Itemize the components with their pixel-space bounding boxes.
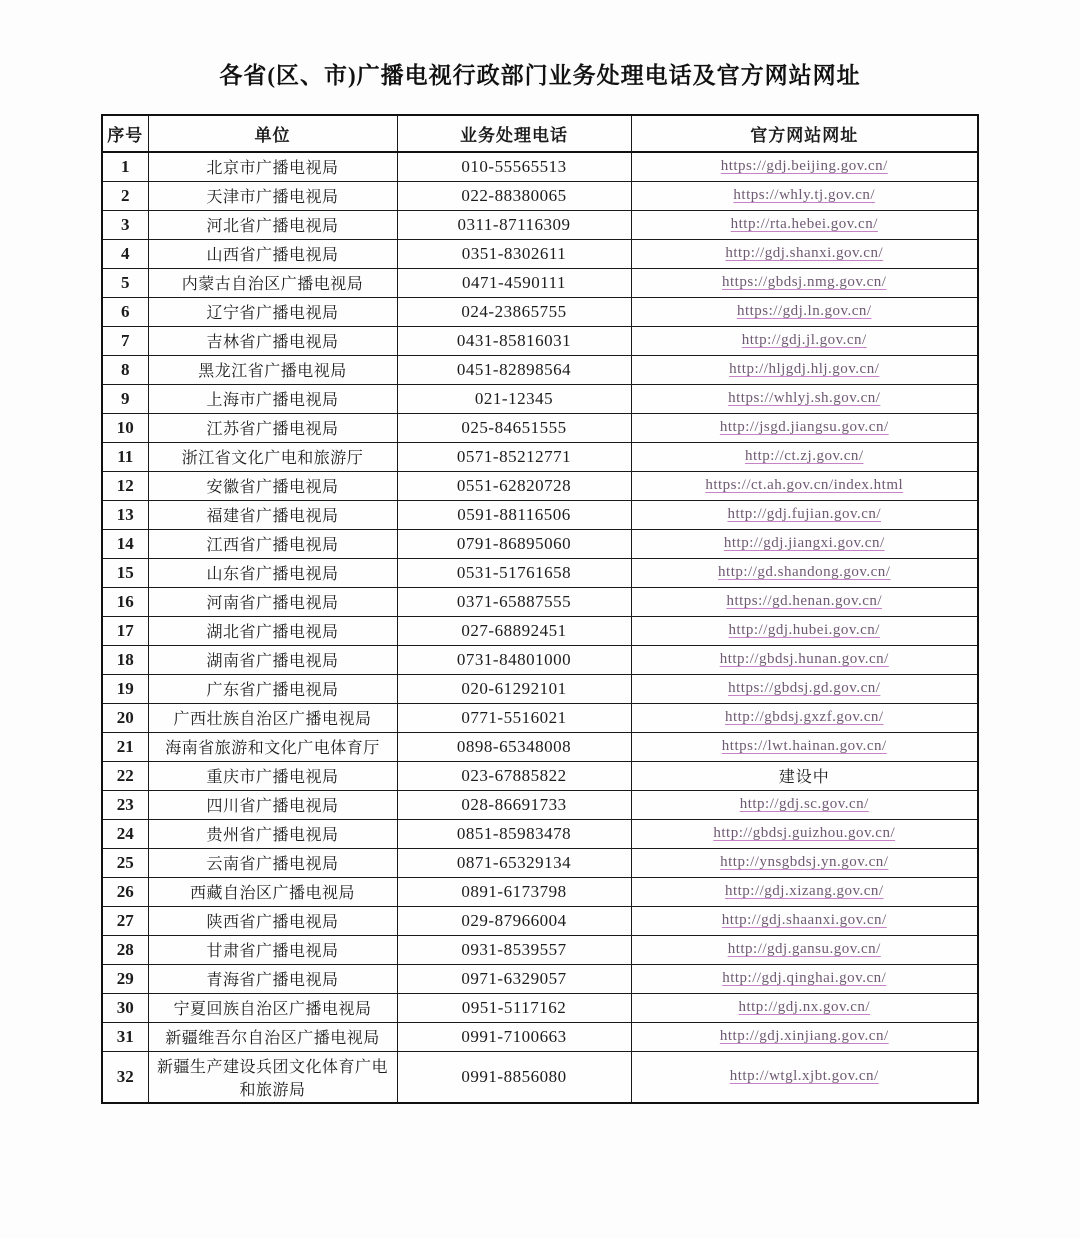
no-cell: 3: [102, 210, 148, 239]
unit-cell: 云南省广播电视局: [148, 848, 397, 877]
no-cell: 17: [102, 616, 148, 645]
no-cell: 7: [102, 326, 148, 355]
table-body: [102, 152, 978, 1103]
website-link[interactable]: http://gbdsj.hunan.gov.cn/: [719, 651, 889, 667]
unit-cell: 山东省广播电视局: [148, 558, 397, 587]
phone-cell: 027-68892451: [397, 616, 631, 645]
no-cell: 9: [102, 384, 148, 413]
website-link[interactable]: https://whlyj.sh.gov.cn/: [728, 390, 881, 406]
phone-cell: 024-23865755: [397, 297, 631, 326]
unit-cell: 河南省广播电视局: [148, 587, 397, 616]
no-cell: 19: [102, 674, 148, 703]
table-row: [102, 297, 978, 326]
no-cell: 21: [102, 732, 148, 761]
phone-cell: 010-55565513: [397, 152, 631, 181]
contacts-table: [101, 114, 979, 1104]
website-link[interactable]: http://wtgl.xjbt.gov.cn/: [729, 1068, 879, 1084]
website-link[interactable]: https://lwt.hainan.gov.cn/: [721, 738, 887, 754]
website-cell: [631, 674, 978, 703]
no-cell: 20: [102, 703, 148, 732]
website-link[interactable]: http://gbdsj.gxzf.gov.cn/: [724, 709, 884, 725]
no-cell: 10: [102, 413, 148, 442]
website-cell: [631, 558, 978, 587]
website-link[interactable]: https://gd.henan.gov.cn/: [726, 593, 883, 609]
website-cell: [631, 819, 978, 848]
website-link[interactable]: http://gdj.qinghai.gov.cn/: [722, 970, 887, 986]
table-row: [102, 935, 978, 964]
website-cell: [631, 384, 978, 413]
table-row: [102, 326, 978, 355]
no-cell: 28: [102, 935, 148, 964]
phone-cell: 025-84651555: [397, 413, 631, 442]
no-cell: 27: [102, 906, 148, 935]
unit-cell: 福建省广播电视局: [148, 500, 397, 529]
website-cell: [631, 906, 978, 935]
website-cell: [631, 616, 978, 645]
website-status: 建设中: [778, 769, 830, 786]
website-cell: [631, 645, 978, 674]
website-link[interactable]: http://gdj.jl.gov.cn/: [741, 332, 867, 348]
table-row: [102, 1051, 978, 1103]
website-cell: [631, 471, 978, 500]
website-cell: [631, 297, 978, 326]
no-cell: 8: [102, 355, 148, 384]
no-cell: 18: [102, 645, 148, 674]
no-cell: 6: [102, 297, 148, 326]
website-cell: [631, 1022, 978, 1051]
unit-cell: 陕西省广播电视局: [148, 906, 397, 935]
unit-cell: 天津市广播电视局: [148, 181, 397, 210]
phone-cell: 0551-62820728: [397, 471, 631, 500]
table-row: [102, 587, 978, 616]
website-link[interactable]: https://gbdsj.nmg.gov.cn/: [722, 274, 887, 290]
website-link[interactable]: https://ct.ah.gov.cn/index.html: [705, 477, 904, 493]
phone-cell: 0771-5516021: [397, 703, 631, 732]
phone-cell: 0951-5117162: [397, 993, 631, 1022]
phone-cell: 0791-86895060: [397, 529, 631, 558]
website-link[interactable]: http://ct.zj.gov.cn/: [744, 448, 864, 464]
phone-cell: 0531-51761658: [397, 558, 631, 587]
website-link[interactable]: http://gdj.gansu.gov.cn/: [727, 941, 881, 957]
no-cell: 15: [102, 558, 148, 587]
no-cell: 25: [102, 848, 148, 877]
no-cell: 14: [102, 529, 148, 558]
no-cell: 24: [102, 819, 148, 848]
table-row: [102, 442, 978, 471]
no-cell: 2: [102, 181, 148, 210]
unit-cell: 重庆市广播电视局: [148, 761, 397, 790]
table-row: [102, 790, 978, 819]
website-cell: [631, 239, 978, 268]
website-cell: [631, 1051, 978, 1103]
website-link[interactable]: http://gdj.hubei.gov.cn/: [728, 622, 880, 638]
website-link[interactable]: http://gdj.sc.gov.cn/: [739, 796, 869, 812]
website-cell: [631, 790, 978, 819]
table-row: [102, 355, 978, 384]
table-row: [102, 413, 978, 442]
phone-cell: 0971-6329057: [397, 964, 631, 993]
phone-cell: 0731-84801000: [397, 645, 631, 674]
no-cell: 1: [102, 152, 148, 181]
no-cell: 30: [102, 993, 148, 1022]
unit-cell: 辽宁省广播电视局: [148, 297, 397, 326]
website-cell: [631, 761, 978, 790]
website-cell: [631, 152, 978, 181]
phone-cell: 020-61292101: [397, 674, 631, 703]
phone-cell: 0451-82898564: [397, 355, 631, 384]
table-row: [102, 210, 978, 239]
unit-cell: 浙江省文化广电和旅游厅: [148, 442, 397, 471]
unit-cell: 广西壮族自治区广播电视局: [148, 703, 397, 732]
unit-cell: 山西省广播电视局: [148, 239, 397, 268]
no-cell: 11: [102, 442, 148, 471]
website-link[interactable]: http://gdj.fujian.gov.cn/: [727, 506, 882, 522]
website-cell: [631, 355, 978, 384]
website-link[interactable]: http://gbdsj.guizhou.gov.cn/: [713, 825, 896, 841]
table-row: [102, 993, 978, 1022]
unit-cell: 新疆生产建设兵团文化体育广电和旅游局: [148, 1051, 397, 1103]
no-cell: 23: [102, 790, 148, 819]
table-row: [102, 529, 978, 558]
phone-cell: 0931-8539557: [397, 935, 631, 964]
unit-cell: 北京市广播电视局: [148, 152, 397, 181]
phone-cell: 0471-4590111: [397, 268, 631, 297]
unit-cell: 湖北省广播电视局: [148, 616, 397, 645]
website-cell: [631, 413, 978, 442]
phone-cell: 0431-85816031: [397, 326, 631, 355]
unit-cell: 青海省广播电视局: [148, 964, 397, 993]
website-link[interactable]: http://gdj.xizang.gov.cn/: [724, 883, 884, 899]
unit-cell: 内蒙古自治区广播电视局: [148, 268, 397, 297]
unit-cell: 河北省广播电视局: [148, 210, 397, 239]
phone-cell: 023-67885822: [397, 761, 631, 790]
header-index: 序号: [102, 115, 148, 152]
phone-cell: 0371-65887555: [397, 587, 631, 616]
no-cell: 16: [102, 587, 148, 616]
no-cell: 12: [102, 471, 148, 500]
phone-cell: 0571-85212771: [397, 442, 631, 471]
website-cell: [631, 877, 978, 906]
unit-cell: 湖南省广播电视局: [148, 645, 397, 674]
table-row: [102, 848, 978, 877]
phone-cell: 022-88380065: [397, 181, 631, 210]
table-row: [102, 732, 978, 761]
website-cell: [631, 587, 978, 616]
no-cell: 32: [102, 1051, 148, 1103]
website-link[interactable]: http://gdj.nx.gov.cn/: [738, 999, 871, 1015]
website-cell: [631, 442, 978, 471]
table-row: [102, 1022, 978, 1051]
table-row: [102, 761, 978, 790]
phone-cell: 0871-65329134: [397, 848, 631, 877]
phone-cell: 021-12345: [397, 384, 631, 413]
website-link[interactable]: https://gdj.beijing.gov.cn/: [720, 158, 888, 175]
website-cell: [631, 181, 978, 210]
no-cell: 29: [102, 964, 148, 993]
table-header: [102, 115, 978, 152]
table-row: [102, 616, 978, 645]
table-row: [102, 152, 978, 181]
website-cell: [631, 964, 978, 993]
website-cell: [631, 935, 978, 964]
phone-cell: 0991-7100663: [397, 1022, 631, 1051]
unit-cell: 江西省广播电视局: [148, 529, 397, 558]
table-row: [102, 819, 978, 848]
website-cell: [631, 326, 978, 355]
table-row: [102, 964, 978, 993]
website-link[interactable]: http://rta.hebei.gov.cn/: [730, 216, 878, 232]
website-link[interactable]: https://gdj.ln.gov.cn/: [736, 303, 872, 319]
no-cell: 31: [102, 1022, 148, 1051]
table-row: [102, 906, 978, 935]
table-header-row: [102, 115, 978, 152]
website-cell: [631, 732, 978, 761]
unit-cell: 甘肃省广播电视局: [148, 935, 397, 964]
unit-cell: 贵州省广播电视局: [148, 819, 397, 848]
no-cell: 22: [102, 761, 148, 790]
header-phone: 业务处理电话: [397, 115, 631, 152]
table-row: [102, 674, 978, 703]
page-title: 各省(区、市)广播电视行政部门业务处理电话及官方网站网址: [219, 63, 861, 88]
website-link[interactable]: http://jsgd.jiangsu.gov.cn/: [719, 419, 889, 435]
phone-cell: 0891-6173798: [397, 877, 631, 906]
table-row: [102, 877, 978, 906]
website-link[interactable]: http://gd.shandong.gov.cn/: [718, 564, 891, 580]
unit-cell: 吉林省广播电视局: [148, 326, 397, 355]
website-link[interactable]: http://hljgdj.hlj.gov.cn/: [729, 361, 880, 377]
phone-cell: 0991-8856080: [397, 1051, 631, 1103]
unit-cell: 江苏省广播电视局: [148, 413, 397, 442]
unit-cell: 宁夏回族自治区广播电视局: [148, 993, 397, 1022]
unit-cell: 新疆维吾尔自治区广播电视局: [148, 1022, 397, 1051]
phone-cell: 0591-88116506: [397, 500, 631, 529]
website-cell: [631, 268, 978, 297]
website-link[interactable]: https://gbdsj.gd.gov.cn/: [728, 680, 881, 696]
unit-cell: 海南省旅游和文化广电体育厅: [148, 732, 397, 761]
phone-cell: 0898-65348008: [397, 732, 631, 761]
website-cell: [631, 500, 978, 529]
website-link[interactable]: http://gdj.shaanxi.gov.cn/: [721, 912, 887, 928]
phone-cell: 029-87966004: [397, 906, 631, 935]
unit-cell: 黑龙江省广播电视局: [148, 355, 397, 384]
website-link[interactable]: http://ynsgbdsj.yn.gov.cn/: [720, 854, 889, 870]
phone-cell: 0311-87116309: [397, 210, 631, 239]
website-cell: [631, 993, 978, 1022]
website-link[interactable]: http://gdj.shanxi.gov.cn/: [725, 245, 884, 261]
table-row: [102, 703, 978, 732]
unit-cell: 四川省广播电视局: [148, 790, 397, 819]
table-row: [102, 181, 978, 210]
unit-cell: 安徽省广播电视局: [148, 471, 397, 500]
table-row: [102, 645, 978, 674]
unit-cell: 西藏自治区广播电视局: [148, 877, 397, 906]
website-cell: [631, 529, 978, 558]
website-link[interactable]: https://whly.tj.gov.cn/: [733, 187, 876, 203]
website-link[interactable]: http://gdj.jiangxi.gov.cn/: [723, 535, 885, 551]
unit-cell: 广东省广播电视局: [148, 674, 397, 703]
table-row: [102, 471, 978, 500]
header-unit: 单位: [148, 115, 397, 152]
no-cell: 26: [102, 877, 148, 906]
phone-cell: 0851-85983478: [397, 819, 631, 848]
no-cell: 4: [102, 239, 148, 268]
website-cell: [631, 703, 978, 732]
table-row: [102, 558, 978, 587]
header-website: 官方网站网址: [631, 115, 978, 152]
phone-cell: 0351-8302611: [397, 239, 631, 268]
unit-cell: 上海市广播电视局: [148, 384, 397, 413]
table-row: [102, 239, 978, 268]
website-link[interactable]: http://gdj.xinjiang.gov.cn/: [719, 1028, 889, 1044]
table-row: [102, 500, 978, 529]
no-cell: 13: [102, 500, 148, 529]
table-row: [102, 384, 978, 413]
website-cell: [631, 210, 978, 239]
phone-cell: 028-86691733: [397, 790, 631, 819]
no-cell: 5: [102, 268, 148, 297]
table-row: [102, 268, 978, 297]
website-cell: [631, 848, 978, 877]
